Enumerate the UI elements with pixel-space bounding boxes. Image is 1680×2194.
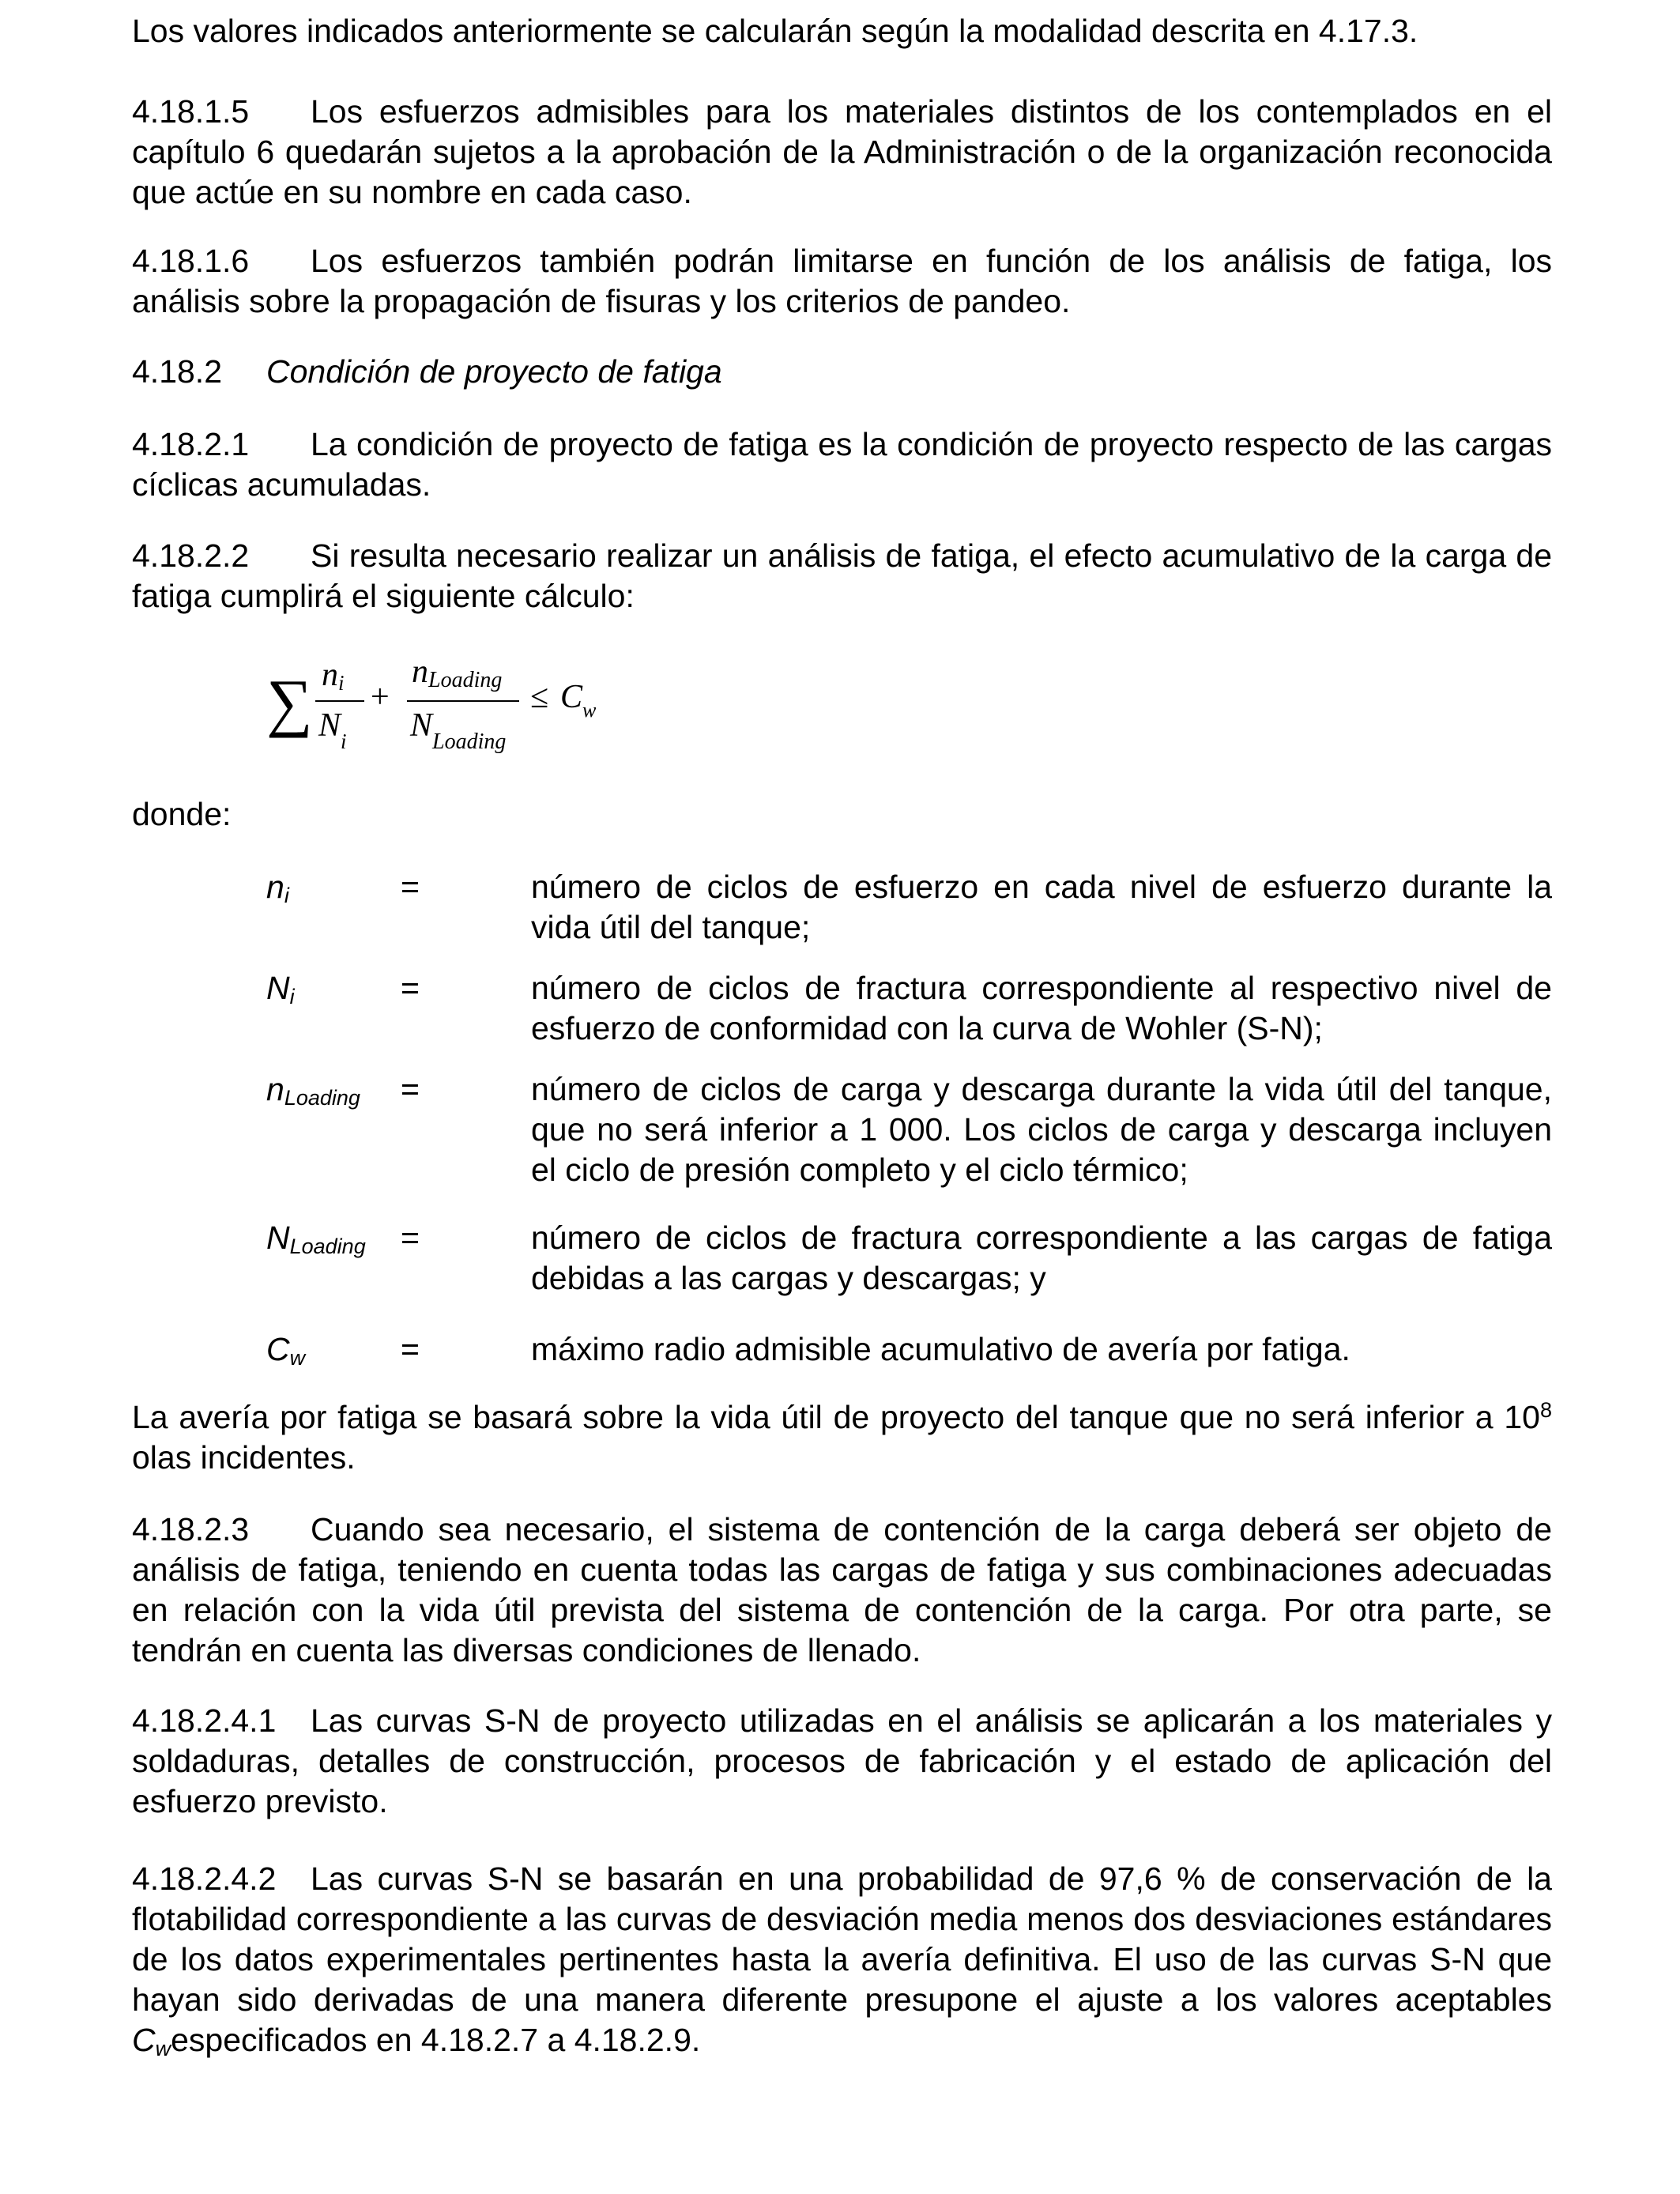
definition-item	[132, 867, 1552, 954]
definition-item	[132, 1218, 1552, 1305]
leq-symbol: ≤	[530, 679, 549, 715]
section-4-18-2-3	[132, 1510, 1552, 1671]
section-text: Las curvas S-N se basarán en una probabilidad de 97,6 % de conservación de la flotabilidad correspondiente a las curvas de desviación media menos dos desviaciones estándares de los datos experimentales pertinentes hasta la avería definitiva. El uso de las curvas S-N que hayan sido derivadas de una manera diferente presupone el ajuste a los valores aceptables	[132, 1860, 1552, 2018]
section-4-18-1-5	[132, 92, 1552, 213]
definition-item	[132, 968, 1552, 1055]
section-number: 4.18.2.3	[132, 1511, 250, 1547]
definition-text: número de ciclos de esfuerzo en cada nivel de esfuerzo durante la vida útil del tanque;	[531, 869, 1552, 945]
intro-paragraph: Los valores indicados anteriormente se calcularán según la modalidad descrita en 4.17.3.	[132, 13, 1418, 49]
section-4-18-2-2	[132, 536, 1552, 616]
section-4-18-2-heading	[132, 352, 1552, 392]
denominator-N-loading: $N_{Loading}$	[410, 707, 507, 754]
section-number: 4.18.2.4.1	[132, 1702, 277, 1739]
definition-symbol: $C_w$	[266, 1331, 306, 1370]
section-number: 4.18.2.2	[132, 537, 250, 574]
numerator-n: $n_i$	[322, 657, 345, 695]
equals-sign: =	[401, 1220, 420, 1256]
section-text: La condición de proyecto de fatiga es la condición de proyecto respecto de las cargas cíclicas acumuladas.	[132, 426, 1552, 503]
cw-inline: $C_w$	[132, 2022, 171, 2060]
definition-item	[132, 1329, 1552, 1377]
denominator-N: $N_i$	[318, 707, 347, 753]
section-text: Cuando sea necesario, el sistema de contención de la carga deberá ser objeto de análisis de fatiga, teniendo en cuenta todas las cargas de fatiga y sus combinaciones adecuadas en relación con la vida útil prevista del sistema de contención de la carga. Por otra parte, se tendrán en cuenta las diversas condiciones de llenado.	[132, 1511, 1552, 1668]
section-4-18-2-4-2: 4.18.2.4.2 Las curvas S-N se basarán en una probabilidad de 97,6 % de conservación de la flotabilidad correspondiente a las curvas de desviación media menos dos desviaciones estándares de los datos experimentales pertinentes hasta la avería definitiva. El uso de las curvas S-N que hayan sido derivadas de una manera diferente presupone el ajuste a los valores aceptables $C_wespecificados$ en 4.18.2.7 a 4.18.2.9.	[132, 1860, 1552, 2060]
section-text: Si resulta necesario realizar un análisis de fatiga, el efecto acumulativo de la carga de fatiga cumplirá el siguiente cálculo:	[132, 537, 1552, 614]
definition-text: número de ciclos de fractura correspondiente al respectivo nivel de esfuerzo de conformidad con la curva de Wohler (S-N);	[531, 970, 1552, 1046]
definition-text: número de ciclos de fractura correspondiente a las cargas de fatiga debidas a las cargas y descargas; y	[531, 1220, 1552, 1296]
fatigue-note-paragraph: La avería por fatiga se basará sobre la vida útil de proyecto del tanque que no será inferior a $10^8$ olas incidentes.	[132, 1398, 1552, 1476]
section-number: 4.18.2.4.2	[132, 1860, 277, 1897]
sigma-symbol: ∑	[266, 666, 313, 738]
plus-symbol: +	[371, 679, 390, 715]
definition-symbol: $N_{Loading}$	[266, 1220, 366, 1258]
section-title: Condición de proyecto de fatiga	[266, 353, 722, 390]
equals-sign: =	[401, 1331, 420, 1367]
definition-text: número de ciclos de carga y descarga durante la vida útil del tanque, que no será inferior a 1 000. Los ciclos de carga y descarga incluyen el ciclo de presión completo y el ciclo térmico;	[531, 1071, 1552, 1188]
cw-symbol: $C_w$	[560, 679, 597, 722]
section-number: 4.18.1.6	[132, 243, 250, 279]
equals-sign: =	[401, 1071, 420, 1107]
section-number: 4.18.2.1	[132, 426, 250, 462]
definition-symbol: $n_{Loading}$	[266, 1071, 360, 1110]
definition-symbol: $n_i$	[266, 869, 289, 907]
equals-sign: =	[401, 869, 420, 905]
fatigue-formula	[266, 656, 772, 767]
section-4-18-1-6	[132, 241, 1552, 322]
section-text: Los esfuerzos admisibles para los materiales distintos de los contemplados en el capítulo 6 quedarán sujetos a la aprobación de la Administración o de la organización reconocida que actúe en su nombre en cada caso.	[132, 93, 1552, 210]
section-number: 4.18.2	[132, 353, 222, 390]
definition-item	[132, 1069, 1552, 1196]
equals-sign: =	[401, 970, 420, 1006]
section-4-18-2-4-1	[132, 1701, 1552, 1822]
document-page	[132, 0, 1552, 2194]
section-number: 4.18.1.5	[132, 93, 250, 130]
section-text: Los esfuerzos también podrán limitarse en función de los análisis de fatiga, los análisis sobre la propagación de fisuras y los criterios de pandeo.	[132, 243, 1552, 319]
section-4-18-2-1	[132, 424, 1552, 505]
fraction-bar	[315, 700, 364, 702]
definition-text: máximo radio admisible acumulativo de avería por fatiga.	[531, 1331, 1350, 1367]
fraction-bar	[407, 700, 519, 702]
donde-label: donde:	[132, 796, 232, 832]
numerator-n-loading: $n_{Loading}$	[412, 654, 503, 692]
definition-symbol: $N_i$	[266, 970, 295, 1008]
section-text: Las curvas S-N de proyecto utilizadas en el análisis se aplicarán a los materiales y soldaduras, detalles de construcción, procesos de fabricación y el estado de aplicación del esfuerzo previsto.	[132, 1702, 1552, 1819]
